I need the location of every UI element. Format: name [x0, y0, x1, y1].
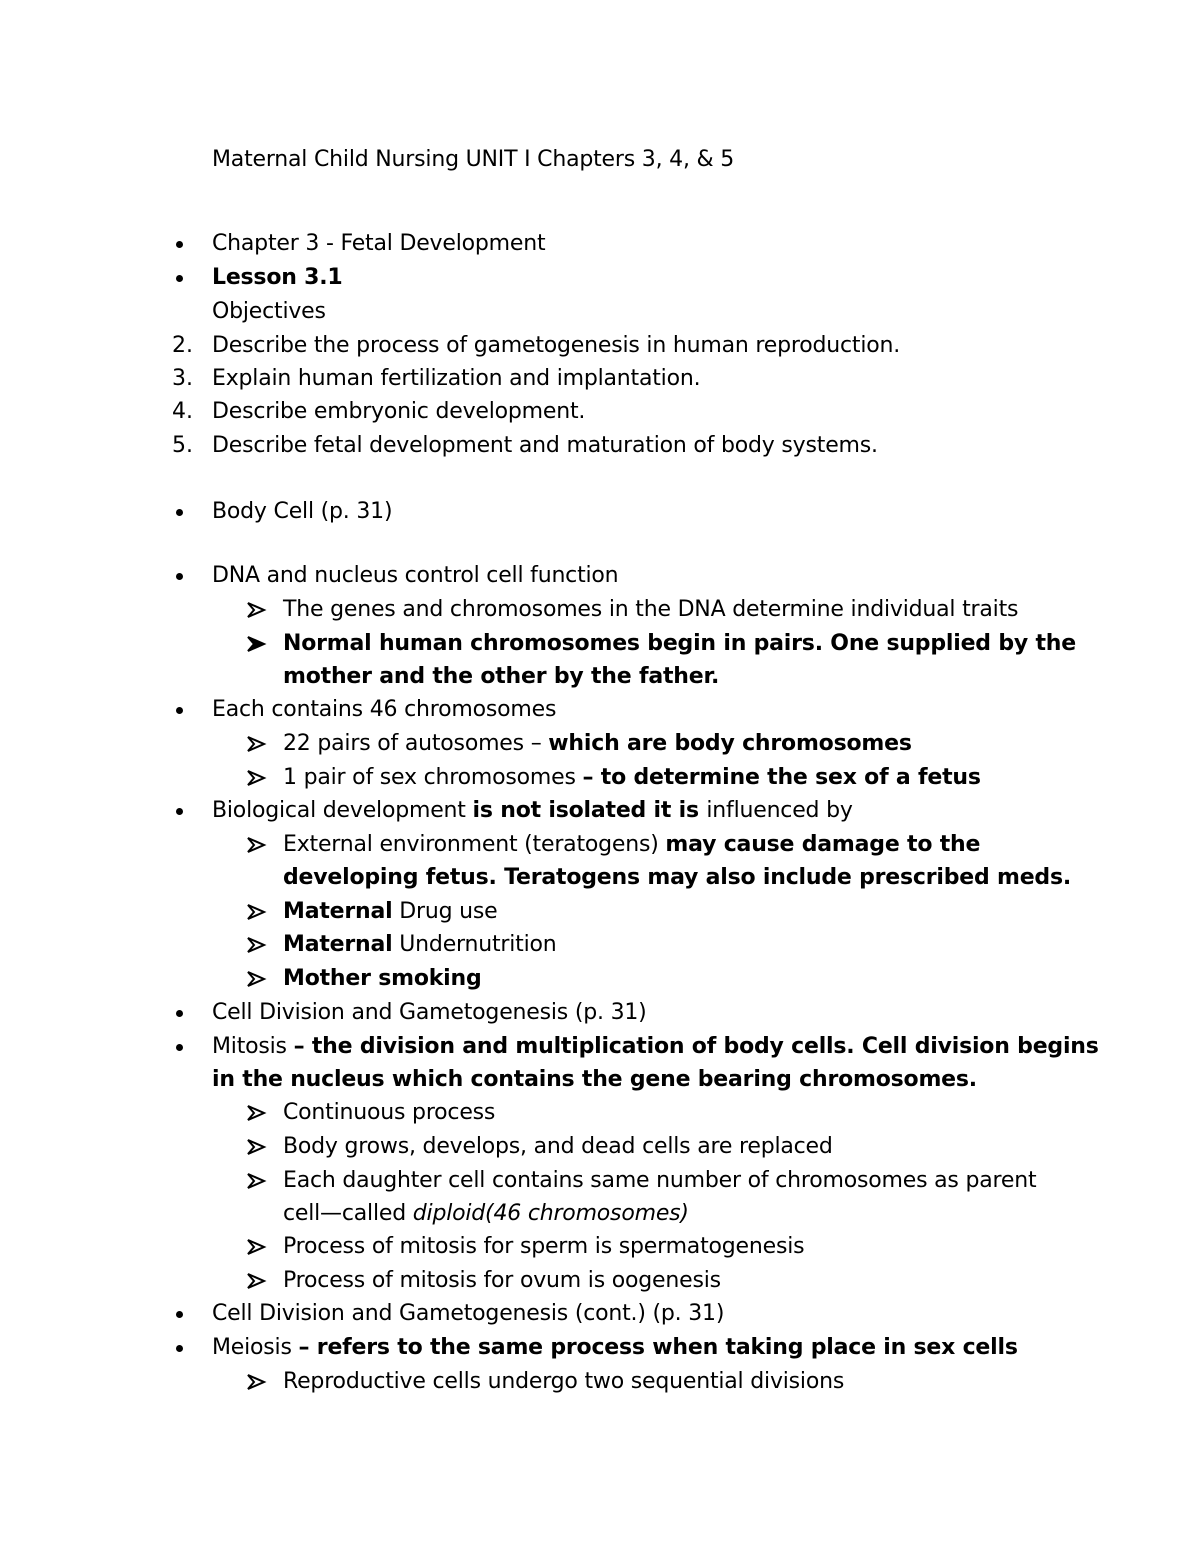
objective-text: Explain human fertilization and implantation.	[212, 366, 701, 391]
mitosis-continued	[0, 1064, 1200, 1096]
arrow-bullet-icon	[246, 735, 268, 753]
mitosis-text-bold: in the nucleus which contains the gene bearing chromosomes.	[212, 1067, 977, 1092]
autosomes-text: 22 pairs of autosomes – which are body chromosomes	[283, 731, 912, 756]
dna-item	[0, 560, 1200, 592]
title-line	[0, 144, 1200, 176]
objective-number: 2.	[172, 333, 193, 358]
dna-text: DNA and nucleus control cell function	[212, 563, 619, 588]
daughter-continued	[0, 1198, 1200, 1230]
biological-item	[0, 795, 1200, 827]
objective-text: Describe embryonic development.	[212, 399, 586, 424]
dna-sub-text-bold: Normal human chromosomes begin in pairs. One supplied by the	[283, 631, 1076, 656]
sperm-text: Process of mitosis for sperm is spermatogenesis	[283, 1234, 805, 1259]
external-env-text-bold: developing fetus. Teratogens may also include prescribed meds.	[283, 865, 1072, 890]
daughter-text-cont: cell—called diploid(46 chromosomes)	[283, 1201, 689, 1226]
mitosis-item	[0, 1031, 1200, 1063]
objective-text: Describe the process of gametogenesis in human reproduction.	[212, 333, 901, 358]
bullet-icon	[176, 275, 183, 282]
bullet-icon	[176, 1311, 183, 1318]
dna-sub-item	[0, 628, 1200, 660]
objectives-label: Objectives	[212, 299, 326, 324]
arrow-bullet-icon	[246, 1172, 268, 1190]
ovum-text: Process of mitosis for ovum is oogenesis	[283, 1268, 721, 1293]
bullet-icon	[176, 1010, 183, 1017]
external-env-item	[0, 829, 1200, 861]
objective-text: Describe fetal development and maturation of body systems.	[212, 433, 878, 458]
arrow-bullet-icon	[246, 970, 268, 988]
undernutrition-text: Maternal Undernutrition	[283, 932, 557, 957]
external-env-continued	[0, 862, 1200, 894]
objective-number: 3.	[172, 366, 193, 391]
dna-sub-text: The genes and chromosomes in the DNA determine individual traits	[283, 597, 1019, 622]
cell-division-cont-item	[0, 1298, 1200, 1330]
objective-item	[0, 330, 1200, 362]
sex-chromosomes-item	[0, 762, 1200, 794]
smoking-item	[0, 963, 1200, 995]
bullet-icon	[176, 241, 183, 248]
lesson-item	[0, 262, 1200, 294]
bullet-icon	[176, 707, 183, 714]
objective-item	[0, 363, 1200, 395]
lesson-heading: Lesson 3.1	[212, 265, 343, 290]
chapter-item	[0, 228, 1200, 260]
meiosis-item	[0, 1332, 1200, 1364]
dna-sub-continued	[0, 661, 1200, 693]
objective-number: 4.	[172, 399, 193, 424]
mitosis-text: Mitosis – the division and multiplication of body cells. Cell division begins	[212, 1034, 1099, 1059]
body-cell-text: Body Cell (p. 31)	[212, 499, 393, 524]
objective-item	[0, 430, 1200, 462]
reproductive-text: Reproductive cells undergo two sequential divisions	[283, 1369, 845, 1394]
arrow-bullet-icon	[246, 635, 268, 653]
daughter-text: Each daughter cell contains same number of chromosomes as parent	[283, 1168, 1037, 1193]
document-title: Maternal Child Nursing UNIT I Chapters 3, 4, & 5	[212, 147, 735, 172]
drug-use-text: Maternal Drug use	[283, 899, 498, 924]
sex-chromosomes-text: 1 pair of sex chromosomes – to determine the sex of a fetus	[283, 765, 981, 790]
bullet-icon	[176, 573, 183, 580]
autosomes-item	[0, 728, 1200, 760]
continuous-text: Continuous process	[283, 1100, 496, 1125]
chromosome-count-item	[0, 694, 1200, 726]
arrow-bullet-icon	[246, 1373, 268, 1391]
arrow-bullet-icon	[246, 769, 268, 787]
arrow-bullet-icon	[246, 1138, 268, 1156]
arrow-bullet-icon	[246, 903, 268, 921]
arrow-bullet-icon	[246, 601, 268, 619]
body-cell-item	[0, 496, 1200, 528]
chapter-heading: Chapter 3 - Fetal Development	[212, 231, 546, 256]
daughter-item	[0, 1165, 1200, 1197]
bullet-icon	[176, 1044, 183, 1051]
smoking-text: Mother smoking	[283, 966, 482, 991]
meiosis-text: Meiosis – refers to the same process when taking place in sex cells	[212, 1335, 1018, 1360]
cell-division-text: Cell Division and Gametogenesis (p. 31)	[212, 1000, 647, 1025]
objectives-line	[0, 296, 1200, 328]
arrow-bullet-icon	[246, 1272, 268, 1290]
arrow-bullet-icon	[246, 936, 268, 954]
objective-item	[0, 396, 1200, 428]
arrow-bullet-icon	[246, 1104, 268, 1122]
bullet-icon	[176, 509, 183, 516]
bullet-icon	[176, 1345, 183, 1352]
reproductive-item	[0, 1366, 1200, 1398]
biological-text: Biological development is not isolated it is influenced by	[212, 798, 853, 823]
chromosome-count-text: Each contains 46 chromosomes	[212, 697, 557, 722]
external-env-text: External environment (teratogens) may cause damage to the	[283, 832, 981, 857]
undernutrition-item	[0, 929, 1200, 961]
arrow-bullet-icon	[246, 1238, 268, 1256]
continuous-item	[0, 1097, 1200, 1129]
grows-item	[0, 1131, 1200, 1163]
grows-text: Body grows, develops, and dead cells are replaced	[283, 1134, 833, 1159]
dna-sub-text-bold: mother and the other by the father.	[283, 664, 720, 689]
bullet-icon	[176, 808, 183, 815]
cell-division-cont-text: Cell Division and Gametogenesis (cont.) (p. 31)	[212, 1301, 725, 1326]
sperm-item	[0, 1231, 1200, 1263]
drug-use-item	[0, 896, 1200, 928]
objective-number: 5.	[172, 433, 193, 458]
cell-division-item	[0, 997, 1200, 1029]
arrow-bullet-icon	[246, 836, 268, 854]
ovum-item	[0, 1265, 1200, 1297]
dna-sub-item	[0, 594, 1200, 626]
